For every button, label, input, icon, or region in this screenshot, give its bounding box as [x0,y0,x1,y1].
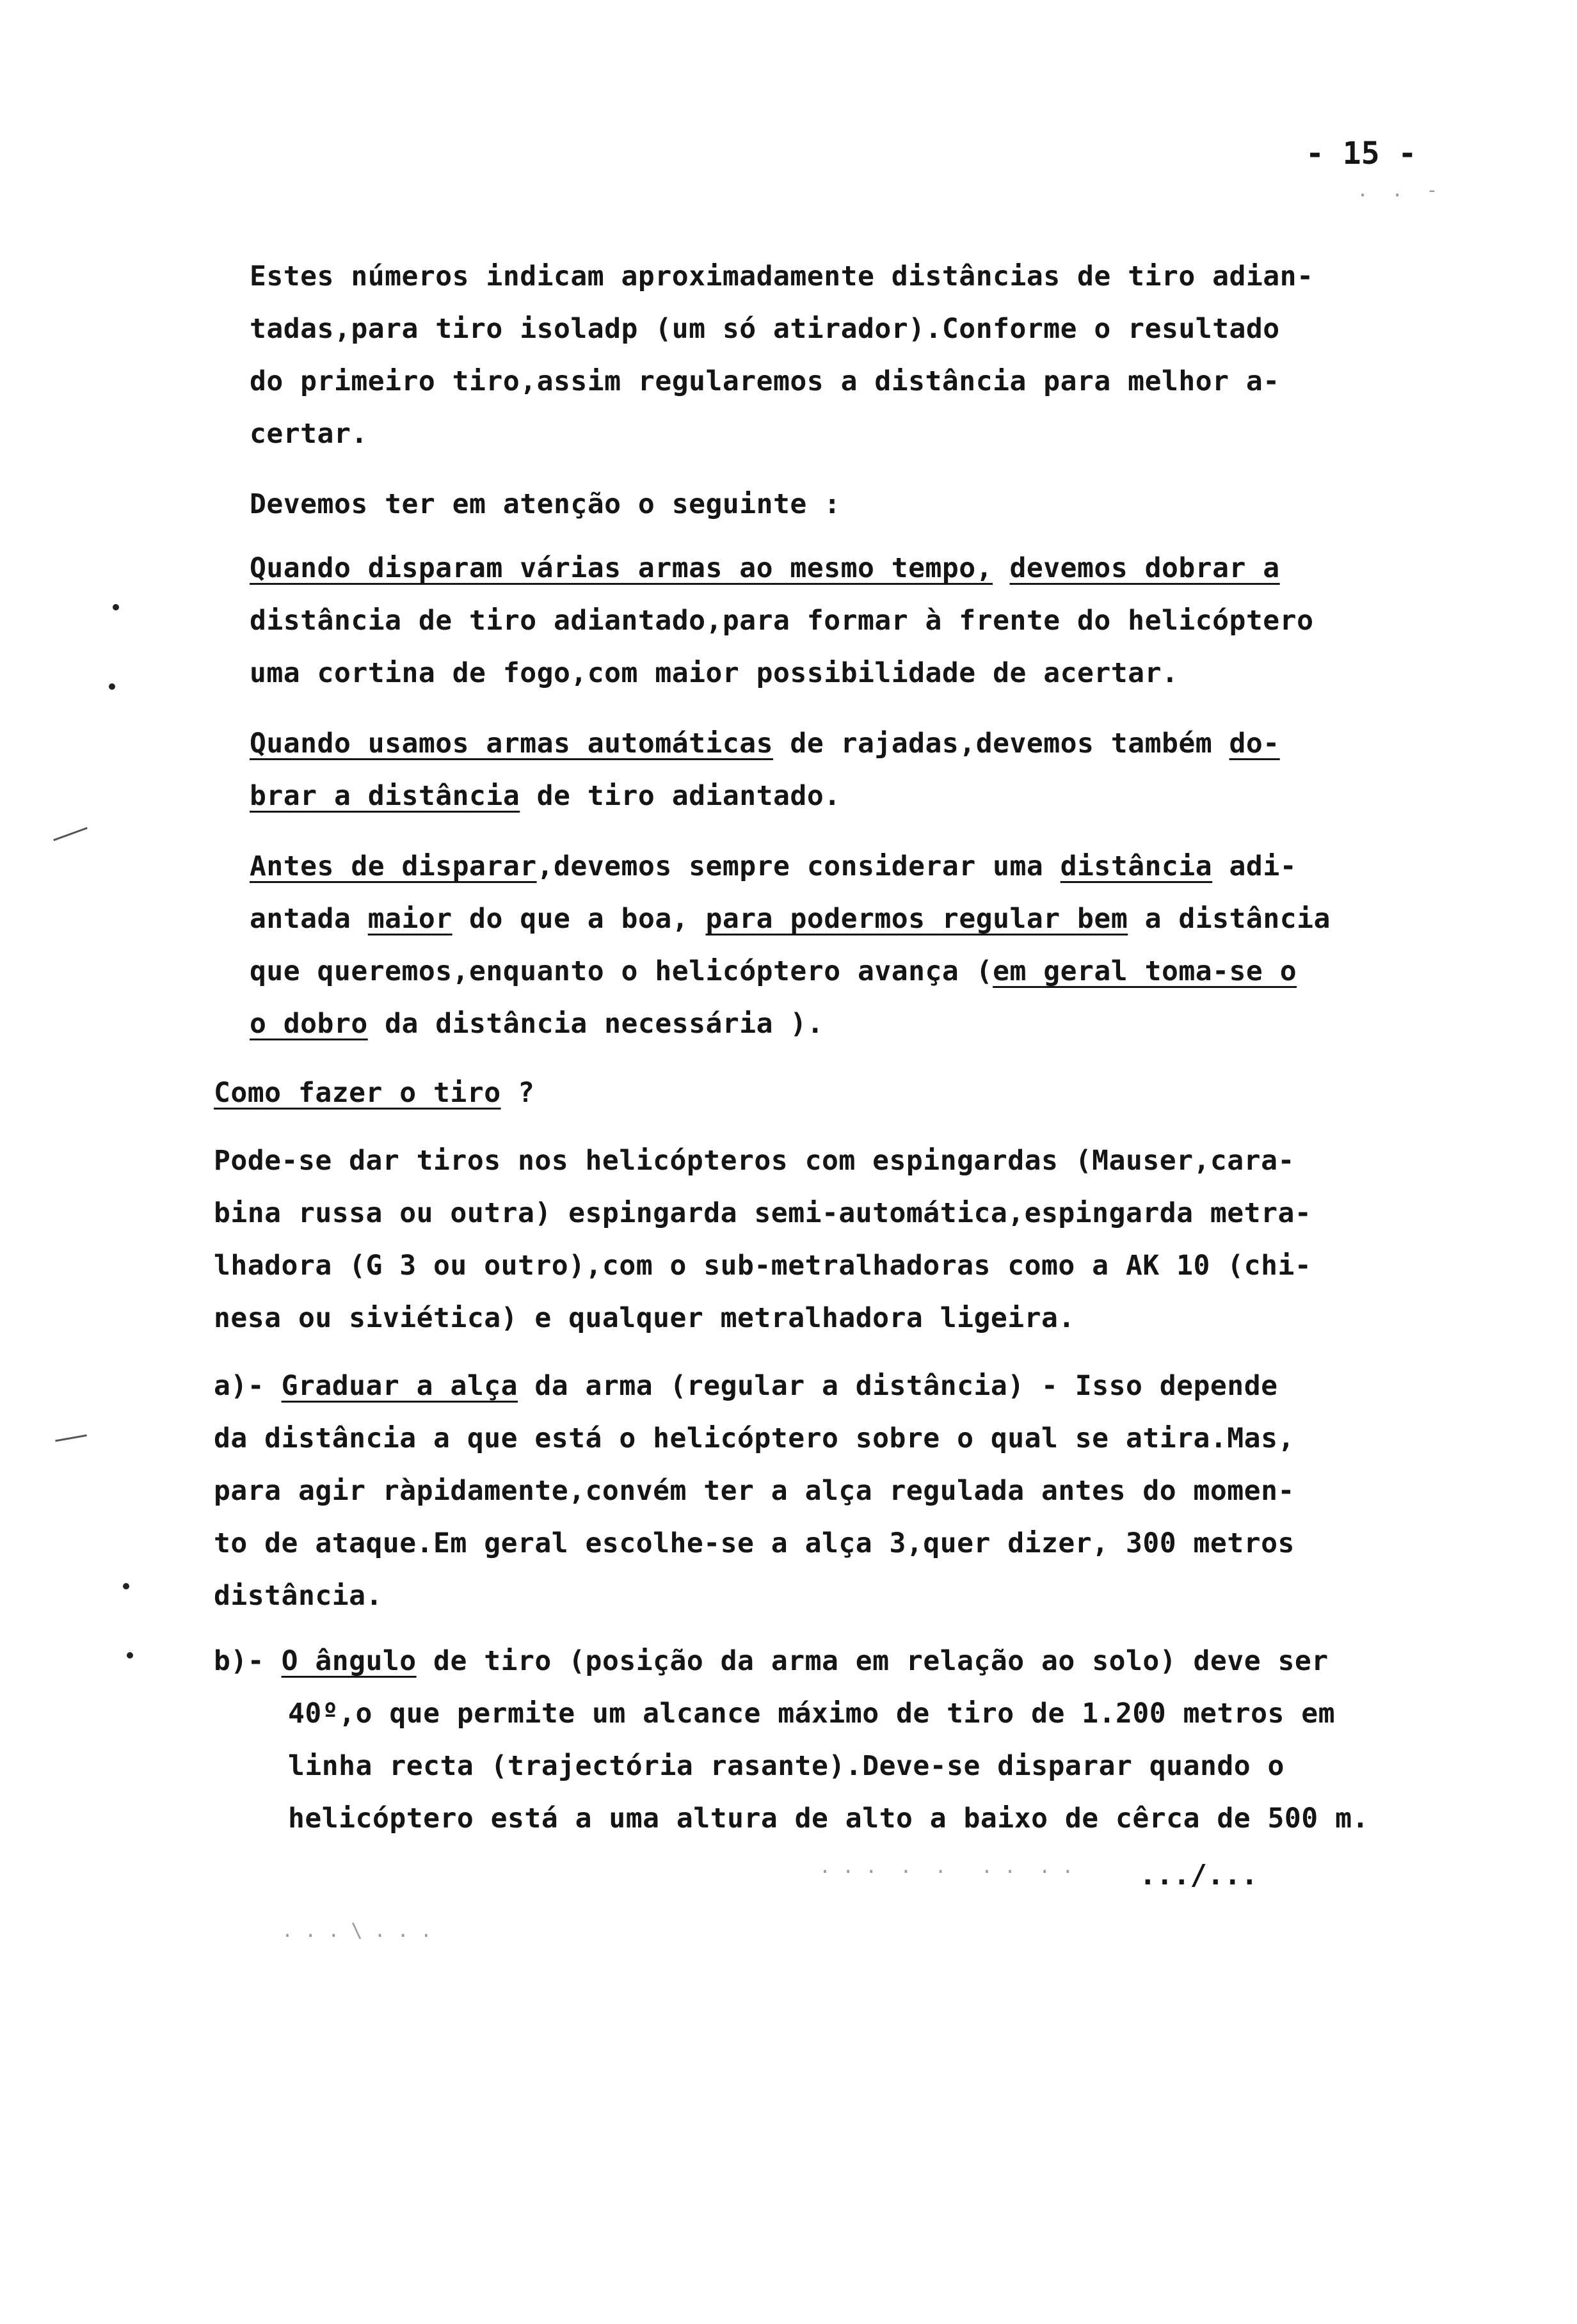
text-run: do que a boa, [452,903,706,935]
text-run: da arma (regular a distância) - Isso depende [518,1370,1278,1402]
section-heading [214,1075,534,1111]
text-run: de rajadas,devemos também [773,728,1229,760]
scan-speckle: . . . \ . . . [282,1920,432,1942]
item-a-line-5: distância. [214,1580,383,1612]
paragraph-5-line-2 [250,901,1331,937]
text-run: da distância necessária ). [367,1008,824,1040]
margin-dot [123,1583,129,1589]
underlined-phrase: Antes de disparar [250,850,537,882]
underlined-phrase: Graduar a alça [281,1370,518,1402]
text-run: que queremos,enquanto o helicóptero avança ( [250,955,993,987]
paragraph-5-line-4 [250,1006,824,1042]
item-b-line-1 [214,1643,1329,1679]
underlined-phrase: distância [1060,850,1213,882]
item-a-line-3: para agir ràpidamente,convém ter a alça regulada antes do momen- [214,1475,1295,1507]
paragraph-3-line-2: distância de tiro adiantado,para formar à frente do helicóptero [250,605,1314,637]
heading-text: Como fazer o tiro [214,1077,501,1109]
paragraph-6-line-1: Pode-se dar tiros nos helicópteros com espingardas (Mauser,cara- [214,1145,1295,1177]
continuation-mark: .../... [1139,1859,1258,1891]
item-a-label: a)- [214,1370,282,1402]
text-run: a distância [1128,903,1331,935]
paragraph-1-line-4: certar. [250,418,368,450]
paragraph-4-line-2 [250,778,841,814]
paragraph-4-line-1 [250,726,1280,761]
paragraph-2: Devemos ter em atenção o seguinte : [250,488,841,520]
text-run: ,devemos sempre considerar uma [536,850,1061,882]
paragraph-6-line-2: bina russa ou outra) espingarda semi-automática,espingarda metra- [214,1197,1312,1229]
item-b-line-4: helicóptero está a uma altura de alto a baixo de cêrca de 500 m. [288,1803,1369,1835]
item-a-line-2: da distância a que está o helicóptero sobre o qual se atira.Mas, [214,1422,1295,1454]
paragraph-5-line-1 [250,848,1297,884]
paragraph-1-line-2: tadas,para tiro isoladp (um só atirador).Conforme o resultado [250,313,1280,345]
underlined-phrase: o dobro [250,1008,368,1040]
margin-stroke [53,827,88,841]
page-number: - 15 - [1306,136,1417,171]
margin-dot [113,604,119,610]
heading-mark: ? [500,1077,535,1109]
margin-dot [109,683,115,690]
item-b-label: b)- [214,1645,282,1677]
paragraph-3-line-1 [250,550,1280,586]
item-b-line-3: linha recta (trajectória rasante).Deve-se disparar quando o [288,1750,1285,1782]
underlined-phrase: devemos dobrar a [1009,552,1280,584]
text-run: de tiro (posição da arma em relação ao solo) deve ser [416,1645,1329,1677]
item-b-line-2: 40º,o que permite um alcance máximo de tiro de 1.200 metros em [288,1698,1336,1730]
item-a-line-1 [214,1368,1277,1404]
text-run: de tiro adiantado. [520,780,841,812]
underlined-phrase: para podermos regular bem [705,903,1128,935]
text-run: antada [250,903,368,935]
underlined-phrase: brar a distância [250,780,520,812]
underlined-phrase: maior [367,903,452,935]
underlined-phrase: Quando usamos armas automáticas [250,728,774,760]
text-run: adi- [1212,850,1297,882]
paragraph-1-line-1: Estes números indicam aproximadamente distâncias de tiro adian- [250,260,1314,292]
underlined-phrase: Quando disparam várias armas ao mesmo tempo, [250,552,993,584]
margin-dot [127,1652,133,1659]
margin-stroke [55,1435,87,1442]
paragraph-3-line-3: uma cortina de fogo,com maior possibilidade de acertar. [250,657,1179,689]
paragraph-6-line-4: nesa ou siviética) e qualquer metralhadora ligeira. [214,1302,1075,1334]
underlined-phrase: O ângulo [281,1645,417,1677]
paragraph-1-line-3: do primeiro tiro,assim regularemos a distância para melhor a- [250,365,1280,397]
paragraph-5-line-3 [250,953,1297,989]
underlined-phrase: em geral toma-se o [993,955,1297,987]
scan-speckle: . . - [1357,179,1438,202]
item-a-line-4: to de ataque.Em geral escolhe-se a alça 3,quer dizer, 300 metros [214,1527,1295,1559]
scan-speckle: . . . . . . . . . [819,1856,1074,1878]
underlined-phrase: do- [1229,728,1280,760]
paragraph-6-line-3: lhadora (G 3 ou outro),com o sub-metralhadoras como a AK 10 (chi- [214,1250,1312,1282]
